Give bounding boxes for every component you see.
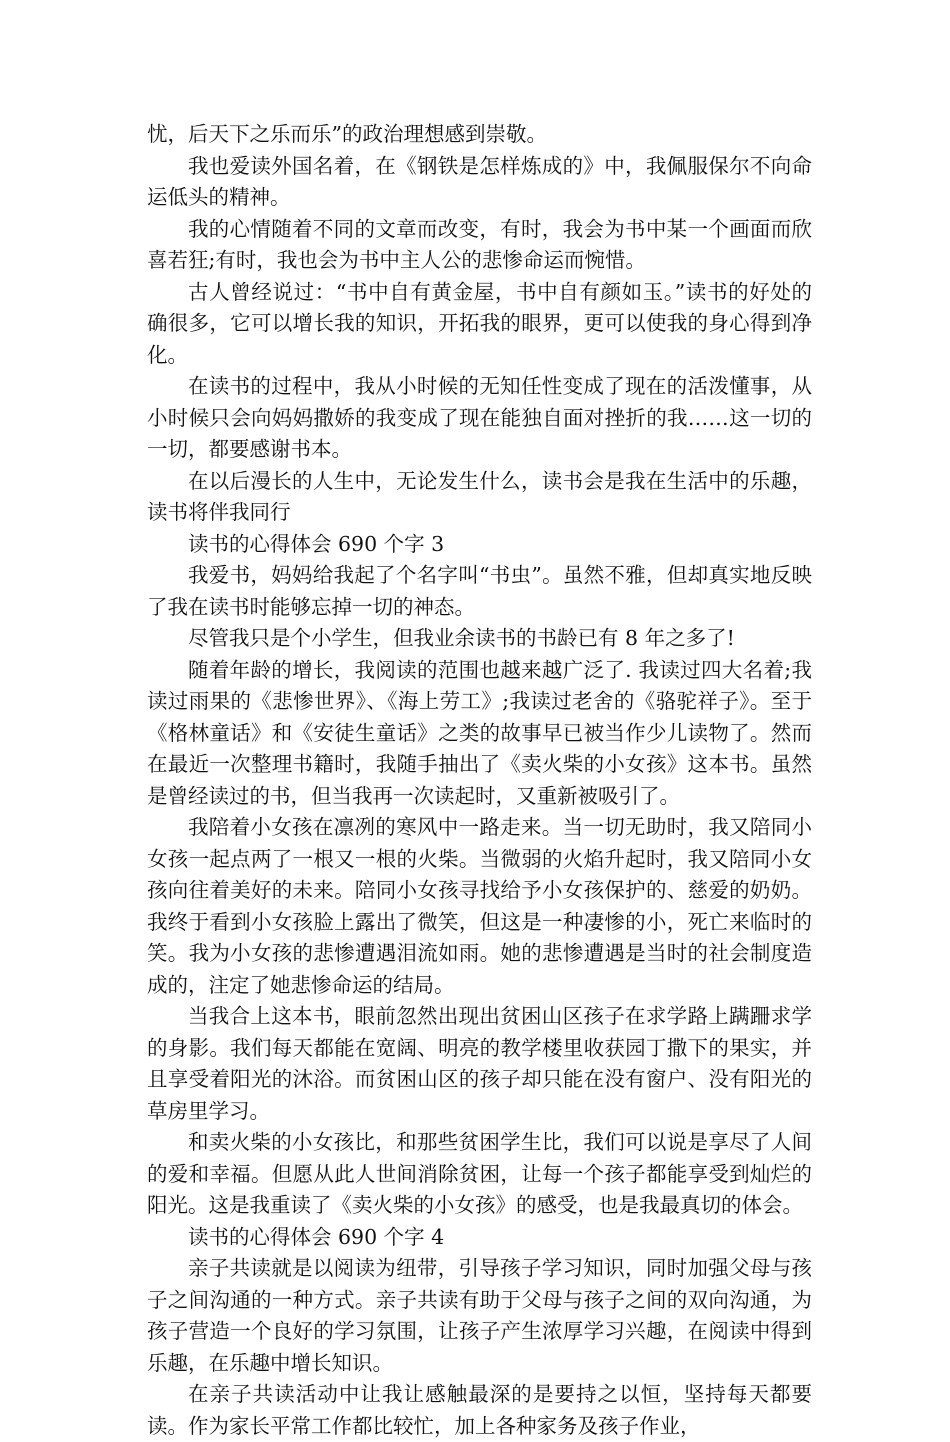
paragraph: 我陪着小女孩在凛冽的寒风中一路走来。当一切无助时，我又陪同小女孩一起点两了一根又一根的火柴。当微弱的火焰升起时，我又陪同小女孩向往着美好的未来。陪同小女孩寻找给予小女孩保护的、慈爱的奶奶。我终于看到小女孩脸上露出了微笑，但这是一种凄惨的小，死亡来临时的笑。我为小女孩的悲惨遭遇泪流如雨。她的悲惨遭遇是当时的社会制度造成的，注定了她悲惨命运的结局。 — [147, 815, 812, 997]
document-body — [147, 119, 812, 1442]
paragraph: 和卖火柴的小女孩比，和那些贫困学生比，我们可以说是享尽了人间的爱和幸福。但愿从此人世间消除贫困，让每一个孩子都能享受到灿烂的阳光。这是我重读了《卖火柴的小女孩》的感受，也是我最真切的体会。 — [147, 1130, 812, 1217]
paragraph: 古人曾经说过：“书中自有黄金屋，书中自有颜如玉。”读书的好处的确很多，它可以增长我的知识，开拓我的眼界，更可以使我的身心得到净化。 — [147, 279, 812, 367]
section-heading: 读书的心得体会 690 个字 4 — [188, 1224, 445, 1249]
paragraph: 尽管我只是个小学生，但我业余读书的书龄已有 8 年之多了! — [188, 626, 735, 650]
paragraph: 我也爱读外国名着，在《钢铁是怎样炼成的》中，我佩服保尔不向命运低头的精神。 — [147, 153, 812, 209]
paragraph: 忧，后天下之乐而乐”的政治理想感到崇敬。 — [147, 122, 547, 146]
paragraph: 在读书的过程中，我从小时候的无知任性变成了现在的活泼懂事，从小时候只会向妈妈撒娇的我变成了现在能独自面对挫折的我……这一切的一切，都要感谢书本。 — [147, 374, 812, 461]
paragraph: 当我合上这本书，眼前忽然出现出贫困山区孩子在求学路上蹒跚求学的身影。我们每天都能在宽阔、明亮的教学楼里收获园丁撒下的果实，并且享受着阳光的沐浴。而贫困山区的孩子却只能在没有窗户、没有阳光的草房里学习。 — [147, 1004, 812, 1123]
paragraph: 我爱书，妈妈给我起了个名字叫“书虫”。虽然不雅，但却真实地反映了我在读书时能够忘掉一切的神态。 — [147, 563, 812, 619]
paragraph: 在亲子共读活动中让我让感触最深的是要持之以恒，坚持每天都要读。作为家长平常工作都比较忙，加上各种家务及孩子作业， — [147, 1382, 812, 1438]
paragraph: 我的心情随着不同的文章而改变，有时，我会为书中某一个画面而欣喜若狂;有时，我也会为书中主人公的悲惨命运而惋惜。 — [147, 216, 812, 272]
section-heading: 读书的心得体会 690 个字 3 — [188, 531, 445, 556]
paragraph: 在以后漫长的人生中，无论发生什么，读书会是我在生活中的乐趣，读书将伴我同行 — [147, 468, 812, 524]
paragraph: 随着年龄的增长，我阅读的范围也越来越广泛了. 我读过四大名着;我读过雨果的《悲惨世界》、《海上劳工》;我读过老舍的《骆驼祥子》。至于《格林童话》和《安徒生童话》之类的故事早已被当作少儿读物了。然而在最近一次整理书籍时，我随手抽出了《卖火柴的小女孩》这本书。虽然是曾经读过的书，但当我再一次读起时，又重新被吸引了。 — [147, 657, 812, 808]
paragraph: 亲子共读就是以阅读为纽带，引导孩子学习知识，同时加强父母与孩子之间沟通的一种方式。亲子共读有助于父母与孩子之间的双向沟通，为孩子营造一个良好的学习氛围，让孩子产生浓厚学习兴趣，在阅读中得到乐趣，在乐趣中增长知识。 — [147, 1256, 812, 1375]
